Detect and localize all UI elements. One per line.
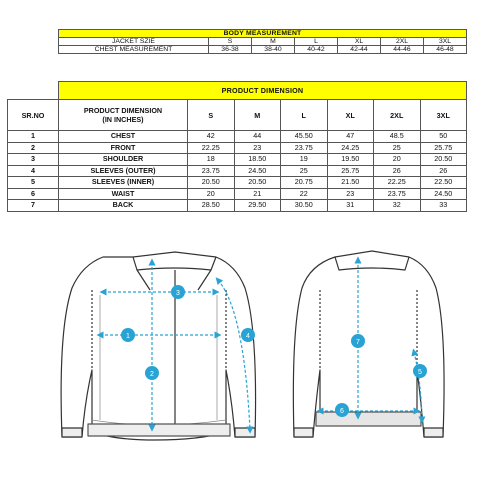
dimension-value: 22	[281, 188, 328, 200]
row-number: 2	[8, 142, 59, 154]
chest-cell: 42-44	[338, 46, 381, 54]
body-measurement-title: BODY MEASUREMENT	[59, 30, 467, 38]
dimension-value: 19.50	[327, 154, 374, 166]
dimension-value: 23.75	[188, 165, 235, 177]
chest-cell: 36-38	[209, 46, 252, 54]
dimension-value: 25	[281, 165, 328, 177]
size-header: L	[281, 100, 328, 131]
dimension-value: 28.50	[188, 200, 235, 212]
dimension-value: 50	[420, 131, 467, 143]
dimension-value: 33	[420, 200, 467, 212]
dimension-value: 23.75	[374, 188, 421, 200]
chest-cell: 46-48	[424, 46, 467, 54]
svg-text:3: 3	[176, 290, 180, 297]
size-cell: L	[295, 38, 338, 46]
srno-header: SR.NO	[8, 100, 59, 131]
dimension-value: 22.50	[420, 177, 467, 189]
dimension-value: 20.50	[234, 177, 281, 189]
dimension-value: 25	[374, 142, 421, 154]
dimension-value: 30.50	[281, 200, 328, 212]
svg-text:1: 1	[126, 333, 130, 340]
size-header: M	[234, 100, 281, 131]
dimension-value: 20	[374, 154, 421, 166]
dimension-value: 45.50	[281, 131, 328, 143]
size-cell: 2XL	[381, 38, 424, 46]
dimension-header: PRODUCT DIMENSION (IN INCHES)	[59, 100, 188, 131]
dimension-value: 26	[374, 165, 421, 177]
dimension-value: 47	[327, 131, 374, 143]
svg-text:7: 7	[356, 339, 360, 346]
size-cell: 3XL	[424, 38, 467, 46]
dimension-value: 26	[420, 165, 467, 177]
size-cell: XL	[338, 38, 381, 46]
dimension-value: 42	[188, 131, 235, 143]
dimension-value: 44	[234, 131, 281, 143]
dimension-value: 48.5	[374, 131, 421, 143]
dimension-value: 25.75	[420, 142, 467, 154]
size-cell: S	[209, 38, 252, 46]
row-number: 5	[8, 177, 59, 189]
dimension-value: 21.50	[327, 177, 374, 189]
dimension-name: SLEEVES (INNER)	[59, 177, 188, 189]
dimension-value: 20.50	[188, 177, 235, 189]
size-header: S	[188, 100, 235, 131]
dimension-value: 20	[188, 188, 235, 200]
dimension-name: CHEST	[59, 131, 188, 143]
dimension-value: 23.75	[281, 142, 328, 154]
svg-text:6: 6	[340, 408, 344, 415]
size-header: 2XL	[374, 100, 421, 131]
dimension-value: 20.75	[281, 177, 328, 189]
row-number: 1	[8, 131, 59, 143]
dimension-name: BACK	[59, 200, 188, 212]
chest-cell: 44-46	[381, 46, 424, 54]
front-jacket-illustration	[61, 252, 255, 440]
size-header: 3XL	[420, 100, 467, 131]
dimension-value: 24.50	[420, 188, 467, 200]
dimension-value: 31	[327, 200, 374, 212]
row-number: 4	[8, 165, 59, 177]
chest-cell: 38-40	[252, 46, 295, 54]
dimension-name: SHOULDER	[59, 154, 188, 166]
chest-measurement-label: CHEST MEASUREMENT	[59, 46, 209, 54]
svg-text:5: 5	[418, 369, 422, 376]
jacket-size-label: JACKET SZIE	[59, 38, 209, 46]
dimension-value: 18.50	[234, 154, 281, 166]
dimension-value: 18	[188, 154, 235, 166]
dimension-value: 23	[234, 142, 281, 154]
svg-text:4: 4	[246, 333, 250, 340]
dimension-value: 21	[234, 188, 281, 200]
row-number: 6	[8, 188, 59, 200]
row-number: 7	[8, 200, 59, 212]
dimension-value: 22.25	[188, 142, 235, 154]
dimension-value: 24.25	[327, 142, 374, 154]
dimension-value: 20.50	[420, 154, 467, 166]
svg-text:2: 2	[150, 371, 154, 378]
dimension-value: 24.50	[234, 165, 281, 177]
dimension-name: SLEEVES (OUTER)	[59, 165, 188, 177]
dimension-value: 23	[327, 188, 374, 200]
size-cell: M	[252, 38, 295, 46]
chest-cell: 40-42	[295, 46, 338, 54]
dimension-value: 22.25	[374, 177, 421, 189]
dimension-name: FRONT	[59, 142, 188, 154]
size-header: XL	[327, 100, 374, 131]
dimension-value: 32	[374, 200, 421, 212]
dimension-value: 19	[281, 154, 328, 166]
dimension-value: 29.50	[234, 200, 281, 212]
row-number: 3	[8, 154, 59, 166]
product-dimension-title: PRODUCT DIMENSION	[59, 82, 467, 100]
dimension-name: WAIST	[59, 188, 188, 200]
dimension-value: 25.75	[327, 165, 374, 177]
